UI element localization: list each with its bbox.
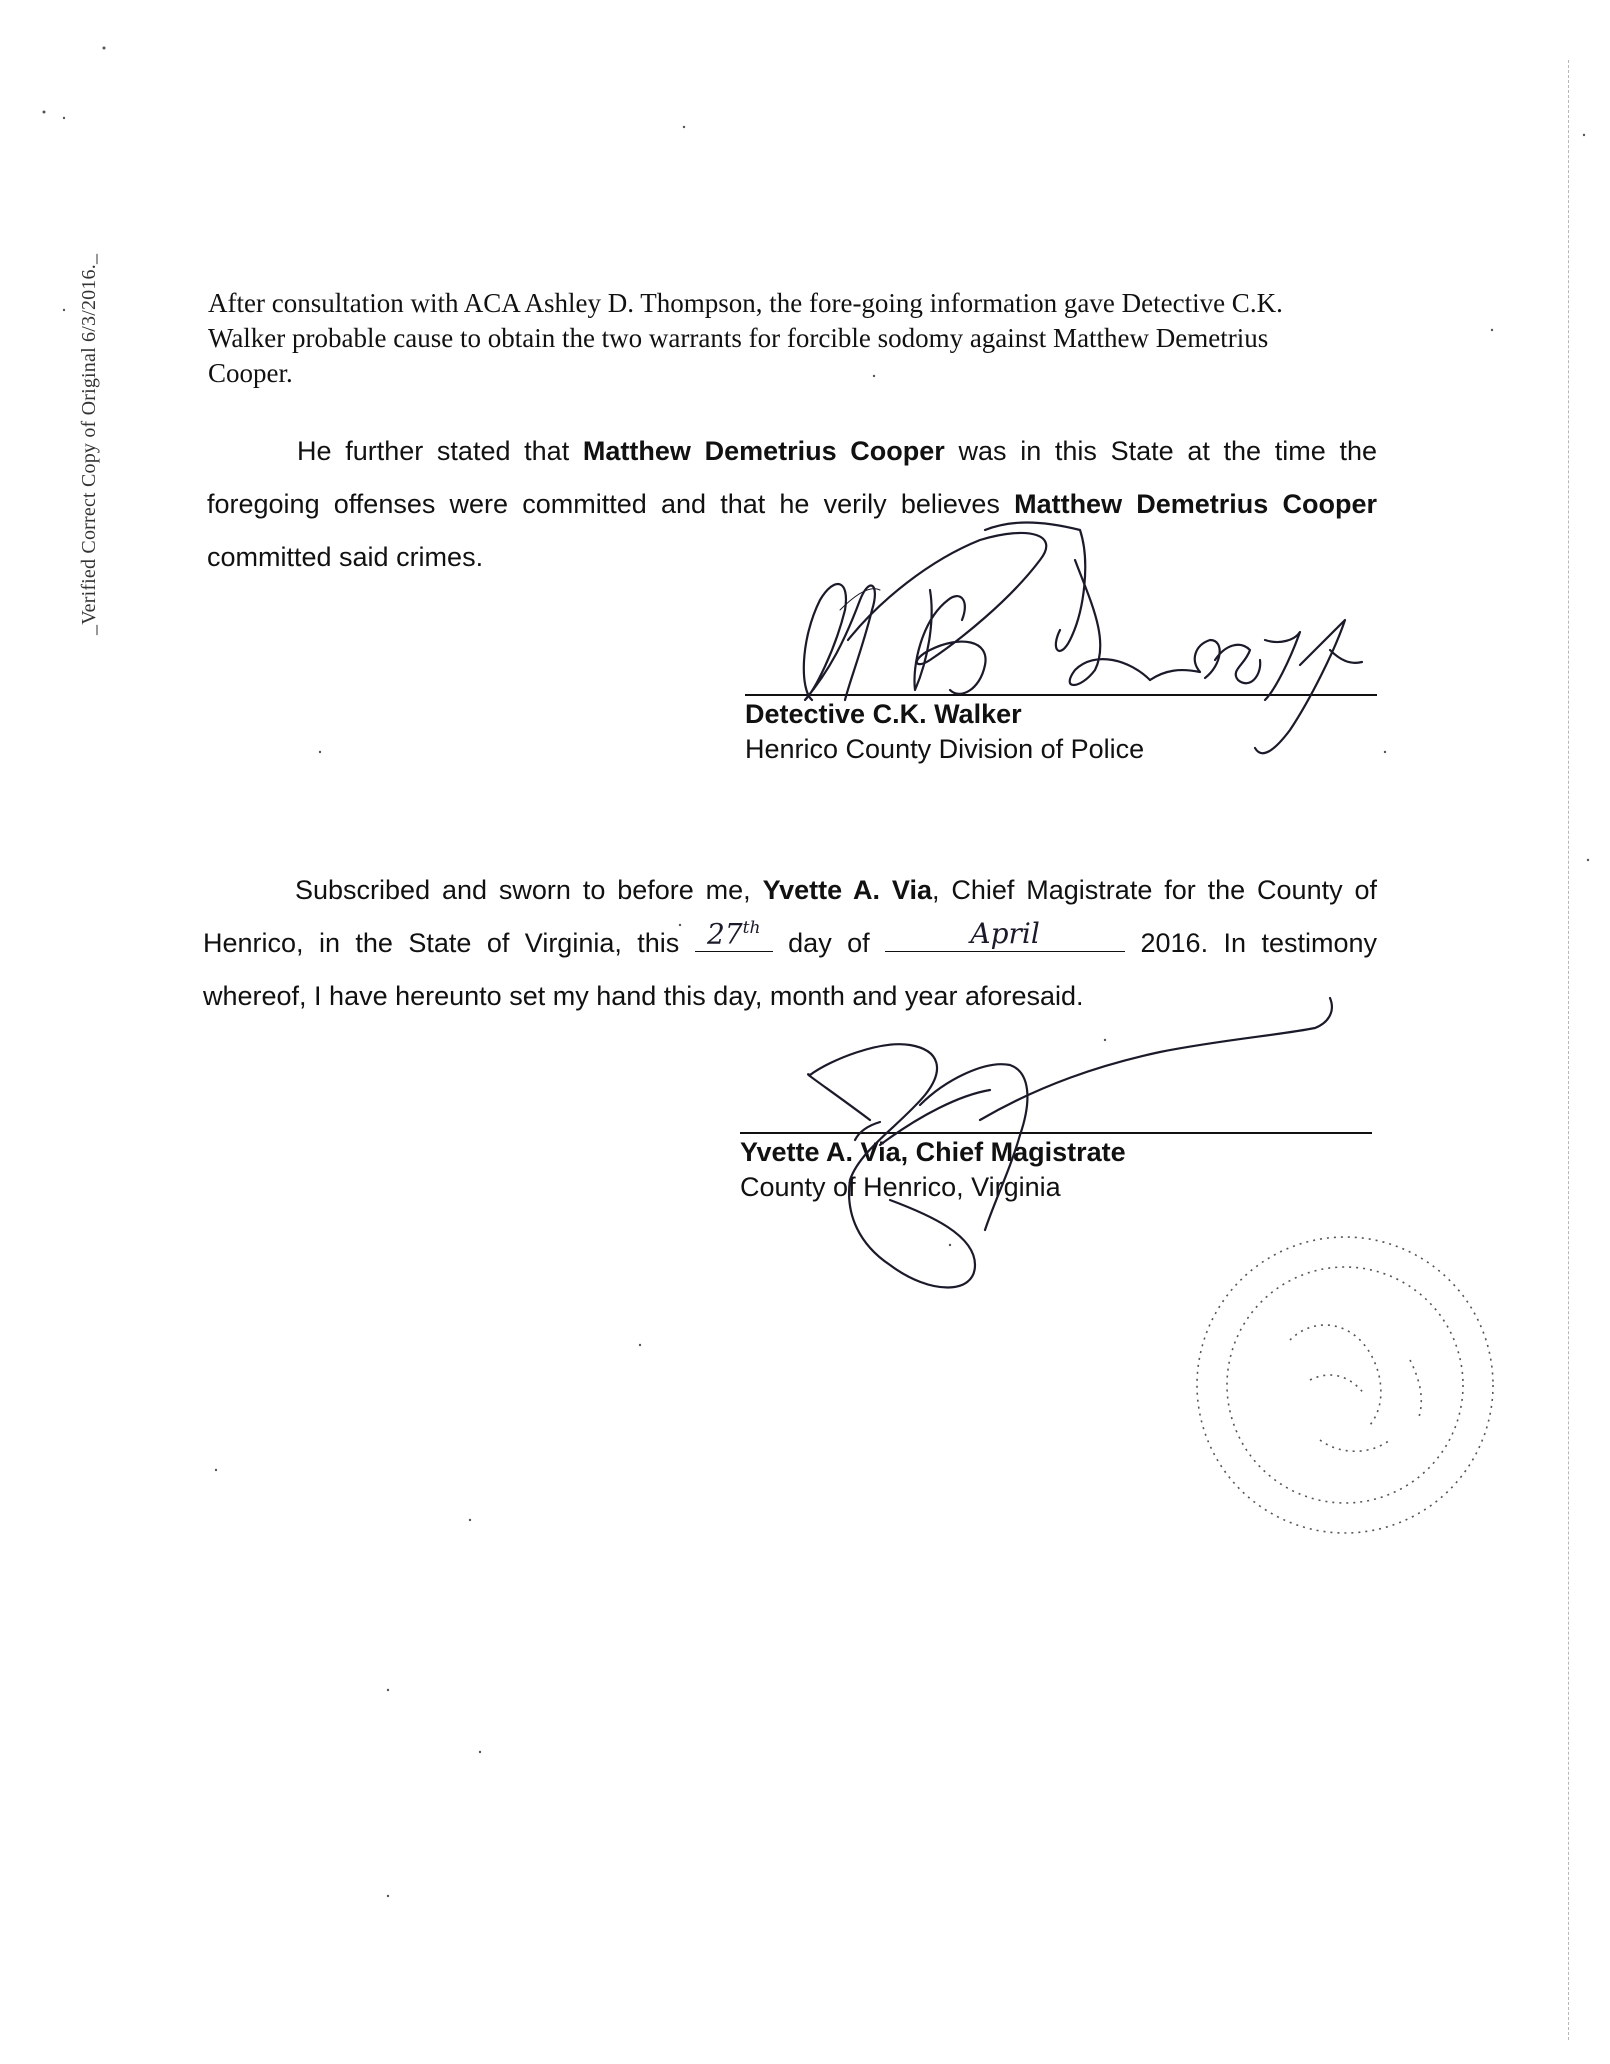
handwritten-day: 27th (707, 917, 761, 950)
detective-name: Detective C.K. Walker (745, 699, 1022, 729)
magistrate-signature-block (740, 1135, 1126, 1205)
defendant-name: Matthew Demetrius Cooper (582, 436, 945, 466)
statement-text: committed said crimes. (207, 542, 484, 572)
oath-text: , Chief Magistrate for the County of Henrico, in the State of Virginia, this (203, 875, 1378, 958)
oath-text: Subscribed and sworn to before me, (295, 875, 763, 905)
verified-copy-stamp: _Verified Correct Copy of Original 6/3/2016._ (78, 253, 100, 635)
oath-text: 2016. In testimony whereof, I have hereunto set my hand this day, month and year aforesaid. (203, 928, 1377, 1011)
oath-text: day of (772, 928, 886, 958)
day-blank (695, 917, 773, 952)
detective-affiliation: Henrico County Division of Police (745, 734, 1145, 764)
statement-text: He further stated that (297, 436, 583, 466)
oath-paragraph (203, 864, 1377, 1023)
magistrate-signature-line (740, 1132, 1372, 1134)
magistrate-title: Yvette A. Via, Chief Magistrate (740, 1137, 1126, 1167)
consultation-paragraph: After consultation with ACA Ashley D. Thompson, the fore-going information gave Detective C.K. Walker probable cause to obtain the two warrants for forcible sodomy against Matthew Demetrius Cooper. (208, 288, 1283, 388)
magistrate-jurisdiction: County of Henrico, Virginia (740, 1172, 1061, 1202)
month-blank (885, 917, 1125, 952)
handwritten-month: April (970, 917, 1040, 950)
magistrate-name: Yvette A. Via (762, 875, 932, 905)
statement-text: was in this State at the time the foregoing offenses were committed and that he verily believes (207, 436, 1377, 519)
detective-signature-block (745, 697, 1144, 767)
statement-paragraph (207, 425, 1377, 584)
detective-signature-line (745, 694, 1377, 696)
defendant-name: Matthew Demetrius Cooper (1014, 489, 1377, 519)
